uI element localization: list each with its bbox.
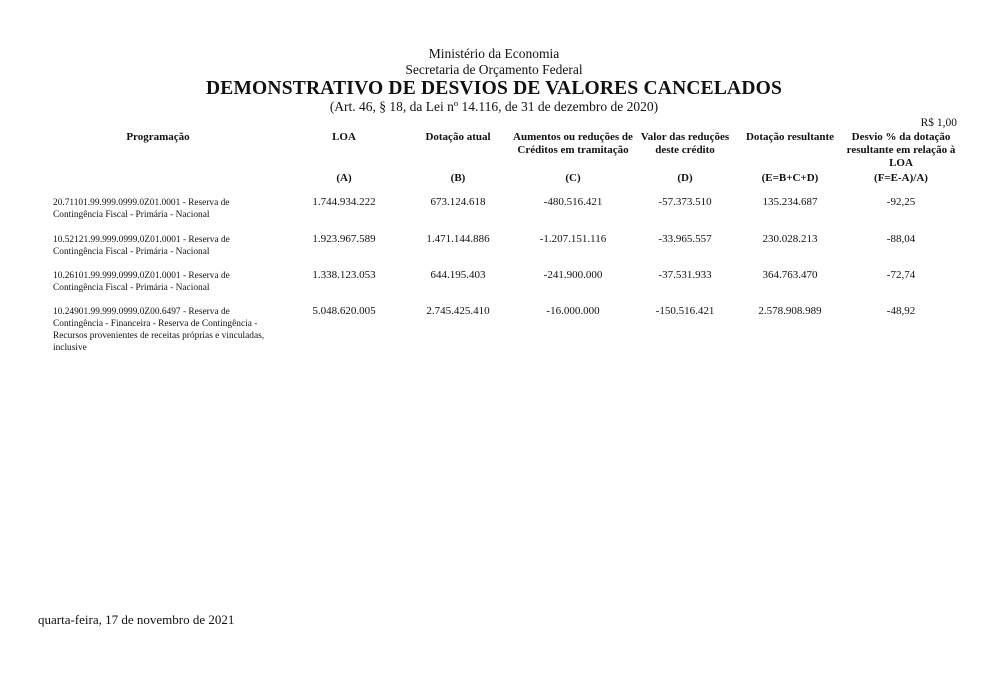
row-1-dotacao-resultante: 135.234.687 [762,196,818,208]
row-4-programacao: 10.24901.99.999.0999.0Z00.6497 - Reserva de Contingência - Financeira - Reserva de Contingência - Recursos provenientes de receitas próprias e vinculadas, inclusive [53,307,265,353]
row-4-desvio: -48,92 [886,305,916,317]
footer-date: quarta-feira, 17 de novembro de 2021 [38,612,235,627]
row-2-desvio: -88,04 [886,233,916,245]
row-1-dotacao-atual: 673.124.618 [430,196,486,208]
row-2-aumentos: -1.207.151.116 [539,233,607,245]
row-3-reducoes: -37.531.933 [658,269,712,281]
row-3-programacao: 10.26101.99.999.0999.0Z01.0001 - Reserva de Contingência Fiscal - Primária - Nacional [53,271,230,293]
row-2-dotacao-resultante: 230.028.213 [762,233,818,245]
col-header-desvio: Desvio % da dotação resultante em relação à LOA [846,131,956,169]
ministry-name: Ministério da Economia [428,46,560,61]
col-code-b: (B) [450,172,466,184]
col-header-dotacao-resultante: Dotação resultante [745,131,835,143]
document-subtitle: (Art. 46, § 18, da Lei nº 14.116, de 31 de dezembro de 2020) [329,99,659,114]
col-code-a: (A) [336,172,352,184]
col-code-f: (F=E-A)/A) [874,172,928,184]
document-title: DEMONSTRATIVO DE DESVIOS DE VALORES CANCELADOS [205,78,783,99]
col-header-aumentos: Aumentos ou reduções de Créditos em tramitação [513,131,633,156]
row-4-dotacao-atual: 2.745.425.410 [426,305,490,317]
col-header-reducoes: Valor das reduções deste crédito [640,131,730,156]
row-1-desvio: -92,25 [886,196,916,208]
col-header-dotacao-atual: Dotação atual [425,131,491,143]
row-3-dotacao-resultante: 364.763.470 [762,269,818,281]
secretariat-name: Secretaria de Orçamento Federal [405,62,583,77]
row-2-reducoes: -33.965.557 [658,233,712,245]
row-2-programacao: 10.52121.99.999.0999.0Z01.0001 - Reserva de Contingência Fiscal - Primária - Nacional [53,235,230,257]
row-2-dotacao-atual: 1.471.144.886 [426,233,490,245]
row-1-aumentos: -480.516.421 [543,196,603,208]
row-4-dotacao-resultante: 2.578.908.989 [758,305,822,317]
row-2-loa: 1.923.967.589 [312,233,376,245]
row-4-aumentos: -16.000.000 [546,305,600,317]
row-3-loa: 1.338.123.053 [312,269,376,281]
row-1-loa: 1.744.934.222 [312,196,376,208]
col-header-loa: LOA [332,131,356,143]
row-3-aumentos: -241.900.000 [543,269,603,281]
row-4-reducoes: -150.516.421 [655,305,715,317]
row-1-reducoes: -57.373.510 [658,196,712,208]
row-3-desvio: -72,74 [886,269,916,281]
row-3-dotacao-atual: 644.195.403 [430,269,486,281]
row-1-programacao: 20.71101.99.999.0999.0Z01.0001 - Reserva de Contingência Fiscal - Primária - Nacional [53,198,230,220]
row-4-loa: 5.048.620.005 [312,305,376,317]
col-header-programacao: Programação [126,131,190,143]
col-code-d: (D) [677,172,693,184]
col-code-c: (C) [565,172,581,184]
currency-unit: R$ 1,00 [920,117,957,129]
col-code-e: (E=B+C+D) [761,172,819,184]
